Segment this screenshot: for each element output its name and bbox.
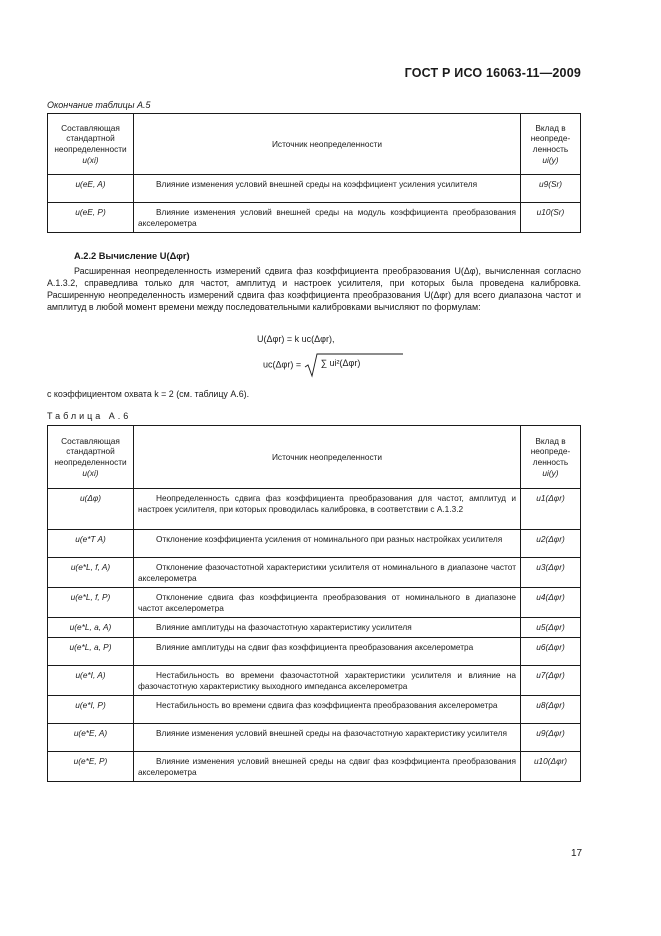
coverage-factor-text: с коэффициентом охвата k = 2 (см. таблицу А.6). — [47, 389, 250, 399]
formula-combined-uncertainty: uc(Δφr) = ∑ ui²(Δφr) — [263, 352, 404, 378]
table-row: u(e*L, a, P) Влияние амплитуды на сдвиг фаз коэффициента преобразования акселерометра u6(Δφr) — [48, 637, 581, 665]
table-a5-header-source: Источник неопределенности — [134, 114, 521, 175]
table-row: u(e*E, A) Влияние изменения условий внешней среды на фазочастотную характеристику усилителя u9(Δφr) — [48, 724, 581, 752]
table-a5-header-contribution: Вклад в неопреде-ленность ui(y) — [521, 114, 581, 175]
document-standard-header: ГОСТ Р ИСО 16063-11—2009 — [404, 66, 581, 80]
formula-expanded-uncertainty: U(Δφr) = k uc(Δφr), — [257, 334, 335, 344]
table-a5-caption: Окончание таблицы А.5 — [47, 100, 151, 110]
table-a5 — [47, 113, 581, 233]
page-number: 17 — [571, 848, 583, 859]
table-row: u(e*I, P) Нестабильность во времени сдвига фаз коэффициента преобразования акселерометра u8(Δφr) — [48, 696, 581, 724]
body-paragraph: Расширенная неопределенность измерений сдвига фаз коэффициента преобразования U(Δφ), вычисленная согласно А.1.3.2, справедлива только для частот, амплитуд и настроек усилителя, при которых была проведена калибровка. Расширенную неопределенность измерений сдвига фаз коэффициента преобразования U(Δφr) для всего диапазона частот и амплитуд в любой момент времени между последовательными калибровками вычисляют по формулам: — [47, 266, 581, 312]
section-title: А.2.2 Вычисление U(Δφr) — [74, 251, 190, 261]
table-row: u(e*T A) Отклонение коэффициента усиления от номинального при разных настройках усилителя u2(Δφr) — [48, 530, 581, 558]
table-row: u(eE, A) Влияние изменения условий внешней среды на коэффициент усиления усилителя u9(Sr) — [48, 175, 581, 203]
table-a6-header-component: Составляющая стандартной неопределенности u(xi) — [48, 426, 134, 489]
table-row: u(eE, P) Влияние изменения условий внешней среды на модуль коэффициента преобразования акселерометра u10(Sr) — [48, 203, 581, 233]
table-a6-header-contribution: Вклад в неопреде-ленность ui(y) — [521, 426, 581, 489]
table-row: u(e*L, f, A) Отклонение фазочастотной характеристики усилителя от номинального в диапазоне частот акселерометра u3(Δφr) — [48, 558, 581, 588]
table-row: u(e*L, a, A) Влияние амплитуды на фазочастотную характеристику усилителя u5(Δφr) — [48, 618, 581, 638]
table-row: u(e*E, P) Влияние изменения условий внешней среды на сдвиг фаз коэффициента преобразования акселерометра u10(Δφr) — [48, 752, 581, 782]
table-a6 — [47, 425, 581, 782]
sqrt-icon: ∑ ui²(Δφr) — [304, 352, 404, 378]
table-row: u(e*L, f, P) Отклонение сдвига фаз коэффициента преобразования от номинального в диапазоне частот акселерометра u4(Δφr) — [48, 588, 581, 618]
table-row: u(Δφ) Неопределенность сдвига фаз коэффициента преобразования для частот, амплитуд и настроек усилителя, при которых проводилась калибровка, в соответствии с А.1.3.2 u1(Δφr) — [48, 489, 581, 530]
table-row: u(e*I, A) Нестабильность во времени фазочастотной характеристики усилителя и влияние на фазочастотную характеристику выходного импеданса акселерометра u7(Δφr) — [48, 665, 581, 695]
table-a6-caption: Таблица А.6 — [47, 411, 132, 421]
table-a5-header-component: Составляющая стандартной неопределенности u(xi) — [48, 114, 134, 175]
table-a6-header-source: Источник неопределенности — [134, 426, 521, 489]
